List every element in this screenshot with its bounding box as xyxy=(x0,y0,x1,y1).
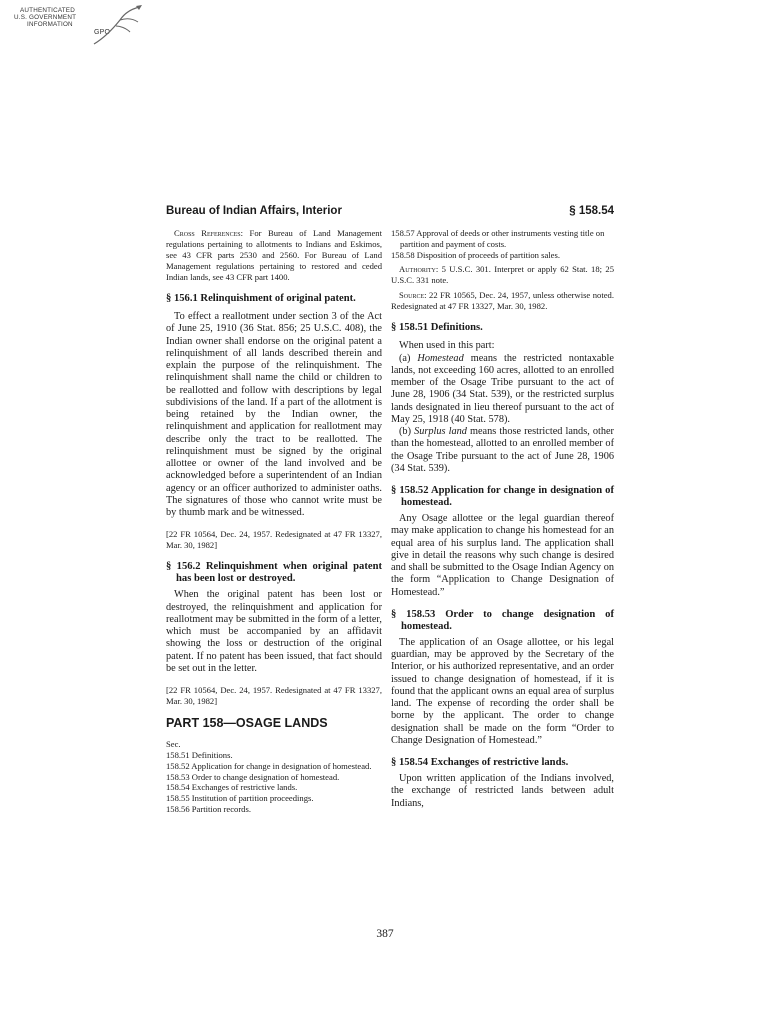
left-column xyxy=(166,228,382,815)
cross-references xyxy=(166,228,382,283)
source-label: Source: xyxy=(399,290,427,301)
section-body-156-1: To effect a reallotment under section 3 of the Act of June 25, 1910 (36 Stat. 856; 25 U.S.C. 408), the Indian owner shall endorse on the original patent a relinquishment of all lands described therein and explain the purpose of the relinquishment. The relinquishment shall name the child or children to be reallotted and follow with descriptions by legal subdivisions of the land. If a part of the allotment is being retained by the Indian owner, the relinquishment and application for reallotment may describe only the tract to be reallotted. The relinquishment must be signed by the original allottee or owner of the land involved and be acknowledged before a superintendent of an Indian agency or an officer authorized to administer oaths. The signatures of those who cannot write must be by thumb mark and be witnessed. xyxy=(166,311,382,518)
authority-text: 5 U.S.C. 301. Interpret or apply 62 Stat. 18; 25 U.S.C. 331 note. xyxy=(391,264,614,286)
authority-label: Authority: xyxy=(399,264,439,275)
section-body-158-53: The application of an Osage allottee, or his legal guardian, may be approved by the Secretary of the Interior, or his authorized representative, and an order issued to change designation of homestead, if it is found that the applicant owns an equal area of surplus land. The expense of recording the order shall be borne by the applicant. The order to change designation shall be made on the form “Order to Change Designation of Homestead.” xyxy=(391,636,614,746)
running-header xyxy=(166,205,614,221)
toc-item: 158.52 Application for change in designation of homestead. xyxy=(166,760,372,771)
section-body-158-54: Upon written application of the Indians involved, the exchange of restricted lands between adult Indians, xyxy=(391,773,614,809)
toc-item: 158.53 Order to change designation of homestead. xyxy=(166,771,340,782)
toc-item: 158.51 Definitions. xyxy=(166,750,233,761)
section-body-158-52: Any Osage allottee or the legal guardian thereof may make application to change his homestead for an equal area of his surplus land. The application shall give in detail the reasons why such change is desired and shall be submitted to the Osage Indian Agency on the form “Application to Change Designation of Homestead.” xyxy=(391,513,614,598)
cross-references-text: For Bureau of Land Management regulations pertaining to allotments to Indians and Eskimos, see 43 CFR parts 2530 and 2560. For Bureau of Land Management regulations pertaining to restored and ceded Indian lands, see 43 CFR part 1400. xyxy=(166,228,382,282)
part-title: PART 158—OSAGE LANDS xyxy=(166,716,328,730)
section-heading-158-52: § 158.52 Application for change in designation of homestead. xyxy=(391,485,614,509)
cross-references-label: Cross References: xyxy=(174,228,244,238)
table-of-contents-continued xyxy=(391,228,614,260)
gpo-authentication-logo xyxy=(6,2,146,48)
source-note xyxy=(391,290,614,312)
definition-text: means those restricted lands, other than the homestead, allotted to an enrolled member of the Osage Tribe pursuant to the act of June 28, 1906 (34 Stat. 539). xyxy=(391,426,614,474)
toc-label: Sec. xyxy=(166,739,181,750)
source-note-156-1: [22 FR 10564, Dec. 24, 1957. Redesignated at 47 FR 13327, Mar. 30, 1982] xyxy=(166,529,382,551)
section-heading-158-53: § 158.53 Order to change designation of homestead. xyxy=(391,608,614,632)
header-section-number: § 158.54 xyxy=(569,205,614,217)
definition-text: means the restricted nontaxable lands, not exceeding 160 acres, allotted to an enrolled member of the Osage Tribe pursuant to the act of June 28, 1906 (34 Stat. 539), or the restricted surplus lands designated in lieu thereof pursuant to the act of May 25, 1918 (40 Stat. 578). xyxy=(391,352,614,425)
toc-item: 158.58 Disposition of proceeds of partition sales. xyxy=(391,249,560,260)
definition-term: Surplus land xyxy=(414,426,467,438)
toc-item: 158.56 Partition records. xyxy=(166,804,251,815)
section-body-156-2: When the original patent has been lost or destroyed, the relinquishment and application for reallotment may be submitted in the form of a letter, which must be accompanied by an affidavit showing the loss or destruction of the original patent. If no patent has been issued, that fact should be set out in the letter. xyxy=(166,589,382,674)
section-heading-158-54: § 158.54 Exchanges of restrictive lands. xyxy=(391,757,569,769)
logo-text-gpo: GPO xyxy=(94,29,111,36)
definition-letter: (b) xyxy=(399,426,415,438)
source-note-156-2: [22 FR 10564, Dec. 24, 1957. Redesignated at 47 FR 13327, Mar. 30, 1982] xyxy=(166,685,382,706)
toc-item: 158.55 Institution of partition proceedings. xyxy=(166,793,314,804)
definition-letter: (a) xyxy=(399,352,418,364)
header-agency: Bureau of Indian Affairs, Interior xyxy=(166,205,342,217)
table-of-contents xyxy=(166,739,382,815)
toc-item: 158.54 Exchanges of restrictive lands. xyxy=(166,782,298,793)
definition-surplus-land xyxy=(391,426,614,475)
definition-homestead xyxy=(391,353,614,427)
authority-note xyxy=(391,264,614,286)
section-heading-158-51: § 158.51 Definitions. xyxy=(391,322,483,334)
toc-item: 158.57 Approval of deeds or other instruments vesting title on partition and payment of costs. xyxy=(391,228,605,249)
definition-term: Homestead xyxy=(417,352,464,364)
right-column xyxy=(391,228,614,810)
logo-text-government: U.S. GOVERNMENT xyxy=(14,14,77,21)
logo-text-authenticated: AUTHENTICATED xyxy=(20,7,75,14)
page-number: 387 xyxy=(376,928,394,940)
source-text: 22 FR 10565, Dec. 24, 1957, unless otherwise noted. Redesignated at 47 FR 13327, Mar. 30, 1982. xyxy=(391,290,614,312)
section-heading-156-2: § 156.2 Relinquishment when original patent has been lost or destroyed. xyxy=(166,561,382,585)
logo-text-information: INFORMATION xyxy=(27,21,73,28)
definitions-intro: When used in this part: xyxy=(399,340,495,352)
eagle-seal-icon xyxy=(90,4,146,46)
section-heading-156-1: § 156.1 Relinquishment of original patent. xyxy=(166,293,356,304)
